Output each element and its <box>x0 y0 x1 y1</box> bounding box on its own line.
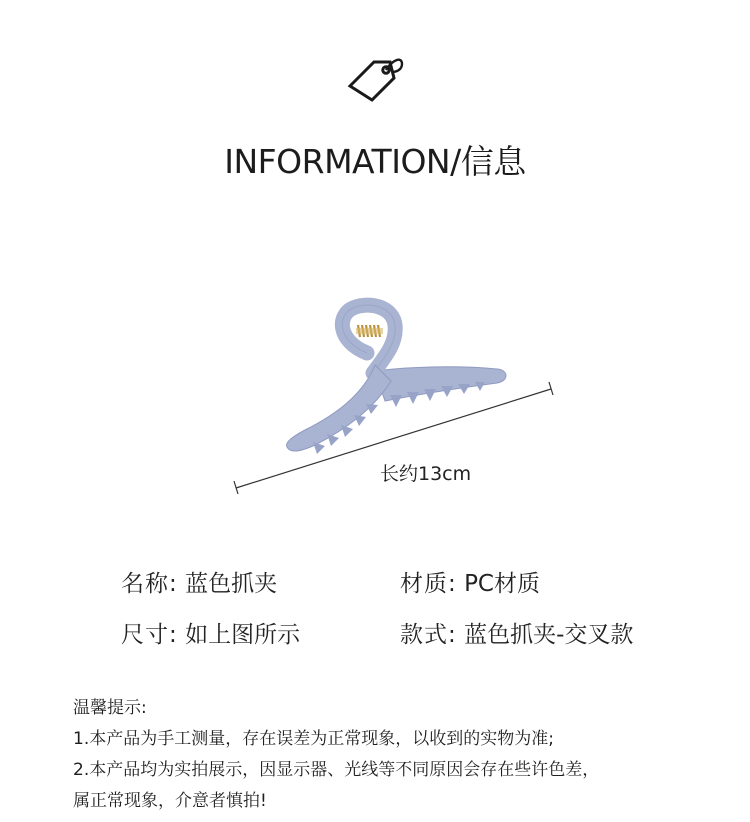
page-title: INFORMATION/信息 <box>224 142 526 181</box>
spec-name-label: 名称: <box>121 571 178 597</box>
spec-style-value: 蓝色抓夹-交叉款 <box>464 622 634 648</box>
price-tag-icon <box>344 54 408 114</box>
notes-line: 1.本产品为手工测量，存在误差为正常现象，以收到的实物为准; <box>73 729 554 749</box>
length-label: 长约13cm <box>380 463 472 485</box>
spec-style <box>400 616 633 649</box>
spec-material-value: PC材质 <box>464 571 540 597</box>
claw-clip <box>287 305 506 454</box>
spec-size-value: 如上图所示 <box>185 622 301 648</box>
spec-size-label: 尺寸: <box>121 622 178 648</box>
spec-material <box>400 565 540 598</box>
spec-style-label: 款式: <box>400 622 457 648</box>
notes-section <box>73 693 723 817</box>
notes-line: 2.本产品均为实拍展示，因显示器、光线等不同原因会存在些许色差， <box>73 760 600 780</box>
spec-name-value: 蓝色抓夹 <box>185 571 278 597</box>
notes-line: 属正常现象，介意者慎拍! <box>73 791 267 811</box>
spec-name <box>121 565 277 598</box>
spec-size <box>121 616 300 649</box>
notes-heading: 温馨提示: <box>73 698 147 718</box>
spec-material-label: 材质: <box>400 571 457 597</box>
